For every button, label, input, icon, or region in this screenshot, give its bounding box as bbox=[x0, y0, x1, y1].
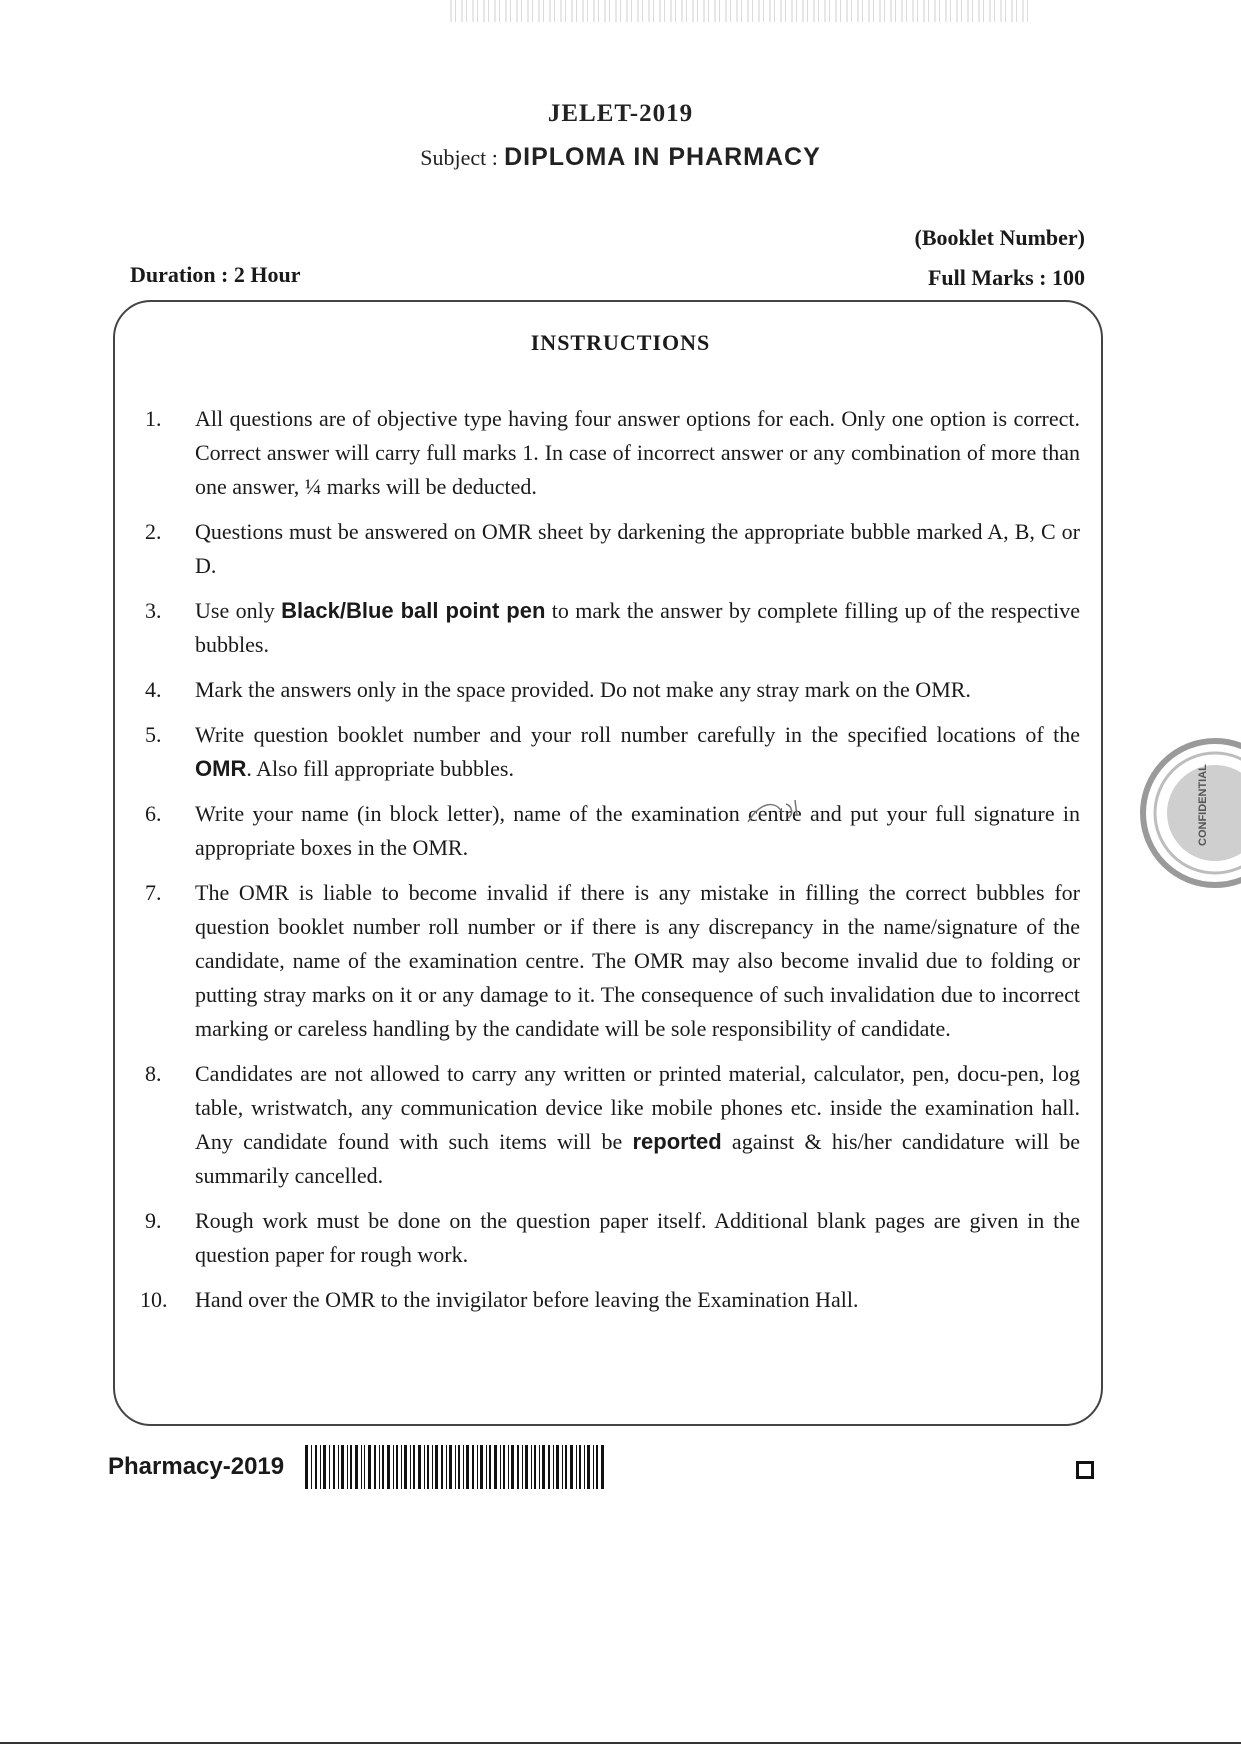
instructions-list bbox=[140, 402, 1080, 1328]
bottom-rule bbox=[0, 1742, 1241, 1744]
instruction-text: Questions must be answered on OMR sheet by darkening the appropriate bubble marked A, B, C or D. bbox=[195, 519, 1080, 578]
instruction-text-part: to mark the answer by complete filling up of the respective bubbles. bbox=[195, 598, 1081, 657]
instruction-item bbox=[140, 876, 1080, 1046]
instruction-text-part: Write question booklet number and your roll number carefully in the specified locations of the bbox=[195, 722, 1080, 747]
instruction-text: All questions are of objective type having four answer options for each. Only one option is correct. Correct answer will carry full marks 1. In case of incorrect answer or any combination of more than one answer, ¼ marks will be deducted. bbox=[195, 406, 1080, 499]
instruction-item bbox=[140, 673, 1080, 707]
instruction-item bbox=[140, 1204, 1080, 1272]
footer-code: Pharmacy-2019 bbox=[108, 1453, 285, 1480]
instruction-item bbox=[140, 1057, 1080, 1193]
instruction-item bbox=[140, 402, 1080, 504]
instruction-text: Rough work must be done on the question paper itself. Additional blank pages are given in the question paper for rough work. bbox=[195, 1208, 1080, 1267]
booklet-number-label: (Booklet Number) bbox=[914, 225, 1085, 250]
instruction-number: 9. bbox=[145, 1208, 162, 1233]
instruction-number: 1. bbox=[145, 406, 162, 431]
instruction-number: 8. bbox=[145, 1061, 162, 1086]
instruction-emphasis: OMR bbox=[195, 756, 247, 781]
instruction-emphasis: Black/Blue ball point pen bbox=[281, 598, 546, 623]
scan-noise-strip bbox=[450, 0, 1030, 22]
instruction-text-part: Use only bbox=[195, 598, 282, 623]
exam-title: JELET-2019 bbox=[547, 100, 694, 127]
instruction-item bbox=[140, 594, 1080, 662]
instruction-item bbox=[140, 718, 1080, 786]
barcode-icon bbox=[305, 1445, 605, 1489]
instruction-number: 4. bbox=[145, 677, 162, 702]
instruction-text: Write your name (in block letter), name of the examination centre and put your full signature in appropriate boxes in the OMR. bbox=[195, 801, 1080, 860]
instruction-text: Hand over the OMR to the invigilator before leaving the Examination Hall. bbox=[195, 1287, 859, 1312]
subject-label: Subject : bbox=[420, 145, 498, 170]
instruction-number: 2. bbox=[145, 519, 162, 544]
instruction-text-part: against & his/her candidature will be summarily cancelled. bbox=[195, 1129, 1080, 1188]
instruction-text bbox=[195, 1061, 1080, 1188]
instruction-item bbox=[140, 797, 1080, 865]
instruction-text-part: Candidates are not allowed to carry any written or printed material, calculator, pen, docu-pen, log table, wristwatch, any communication device like mobile phones etc. inside the examination hall. Any candidate found with such items will be bbox=[195, 1061, 1080, 1154]
instruction-text: The OMR is liable to become invalid if there is any mistake in filling the correct bubbles for question booklet number roll number or if there is any discrepancy in the name/signature of the candidate, name of the examination centre. The OMR may also become invalid due to folding or putting stray marks on it or any damage to it. The consequence of such invalidation due to incorrect marking or careless handling by the candidate will be sole responsibility of candidate. bbox=[195, 880, 1080, 1041]
instruction-text-part: . Also fill appropriate bubbles. bbox=[246, 756, 514, 781]
instruction-number: 10. bbox=[140, 1287, 168, 1312]
instruction-text: Mark the answers only in the space provided. Do not make any stray mark on the OMR. bbox=[195, 677, 971, 702]
duration: Duration : 2 Hour bbox=[130, 262, 301, 287]
full-marks: Full Marks : 100 bbox=[927, 265, 1085, 290]
instruction-number: 6. bbox=[145, 801, 162, 826]
seal-text: CONFIDENTIAL bbox=[1197, 764, 1209, 846]
instruction-item bbox=[140, 515, 1080, 583]
instruction-number: 7. bbox=[145, 880, 162, 905]
subject-line bbox=[0, 143, 1241, 172]
instruction-number: 3. bbox=[145, 598, 162, 623]
stray-pen-mark bbox=[740, 792, 810, 832]
corner-square-mark bbox=[1076, 1461, 1094, 1479]
instruction-text bbox=[195, 598, 1080, 657]
confidential-seal-icon bbox=[1130, 738, 1241, 888]
instructions-heading: INSTRUCTIONS bbox=[530, 330, 711, 355]
instruction-emphasis: reported bbox=[632, 1129, 722, 1154]
instruction-text bbox=[195, 722, 1080, 781]
subject-value: DIPLOMA IN PHARMACY bbox=[504, 143, 821, 171]
instruction-item bbox=[140, 1283, 1080, 1317]
instruction-number: 5. bbox=[145, 722, 162, 747]
